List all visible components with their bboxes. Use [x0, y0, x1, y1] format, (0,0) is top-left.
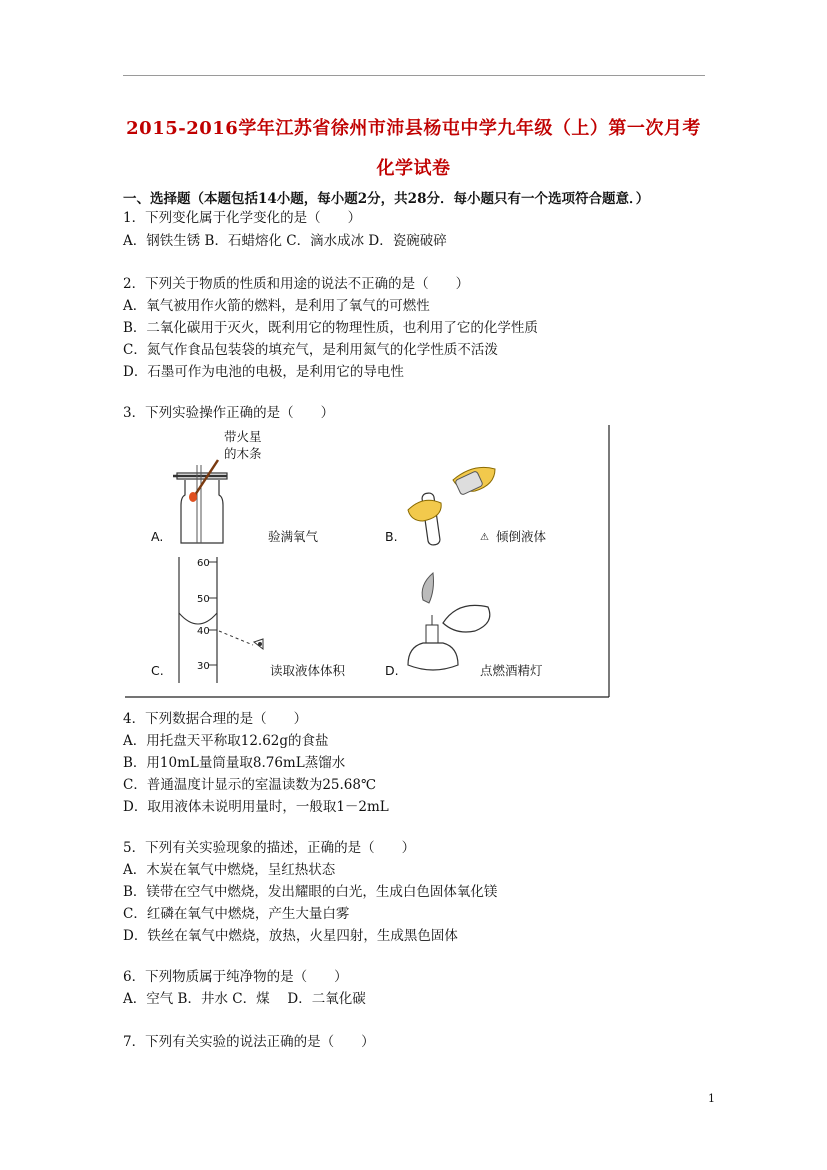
graduated-cylinder-illustration	[179, 557, 263, 683]
question-5-option-d: D．铁丝在氧气中燃烧，放热，火星四射，生成黑色固体	[123, 928, 458, 944]
question-3-stem: 3．下列实验操作正确的是（ ）	[123, 405, 335, 421]
option-c-letter: C.	[151, 663, 164, 678]
question-4-option-a: A．用托盘天平称取12.62g的食盐	[123, 733, 329, 749]
option-d-letter: D.	[385, 663, 399, 678]
splint-note-line-1: 带火星	[224, 429, 262, 444]
question-7-stem: 7．下列有关实验的说法正确的是（ ）	[123, 1034, 375, 1050]
question-1-options: A．钢铁生锈 B．石蜡熔化 C．滴水成冰 D．瓷碗破碎	[123, 233, 447, 249]
option-d-label: 点燃酒精灯	[480, 663, 543, 678]
question-4-option-c: C．普通温度计显示的室温读数为25.68℃	[123, 777, 377, 793]
question-3-figure	[123, 425, 611, 698]
question-5-option-a: A．木炭在氧气中燃烧，呈红热状态	[123, 862, 336, 878]
page-title-line-1: 2015-2016学年江苏省徐州市沛县杨屯中学九年级（上）第一次月考	[126, 118, 701, 139]
cylinder-tick-50: 50	[197, 594, 210, 605]
question-1-stem: 1．下列变化属于化学变化的是（ ）	[123, 210, 362, 226]
alcohol-lamp-illustration	[408, 573, 490, 670]
question-2-option-c: C．氮气作食品包装袋的填充气，是利用氮气的化学性质不活泼	[123, 342, 498, 358]
warning-icon: ⚠	[480, 532, 489, 543]
option-b-label: 倾倒液体	[496, 529, 547, 544]
option-a-label: 验满氧气	[268, 529, 319, 544]
gas-bottle-illustration	[173, 460, 227, 543]
question-2-option-a: A．氧气被用作火箭的燃料，是利用了氧气的可燃性	[123, 298, 430, 314]
option-b-letter: B.	[385, 529, 398, 544]
option-c-label: 读取液体体积	[270, 663, 346, 678]
cylinder-tick-60: 60	[197, 558, 210, 569]
question-6-options: A．空气 B．井水 C．煤 D．二氧化碳	[123, 991, 366, 1007]
header-rule	[123, 75, 705, 76]
question-5-option-c: C．红磷在氧气中燃烧，产生大量白雾	[123, 906, 350, 922]
question-2-stem: 2．下列关于物质的性质和用途的说法不正确的是（ ）	[123, 276, 470, 292]
question-6-stem: 6．下列物质属于纯净物的是（ ）	[123, 969, 348, 985]
cylinder-tick-30: 30	[197, 661, 210, 672]
option-a-letter: A.	[151, 529, 164, 544]
page-title-line-2: 化学试卷	[376, 158, 451, 179]
splint-note-line-2: 的木条	[224, 446, 262, 461]
cylinder-tick-40: 40	[197, 626, 210, 637]
page-number: 1	[708, 1092, 715, 1105]
question-4-stem: 4．下列数据合理的是（ ）	[123, 711, 308, 727]
section-heading: 一、选择题（本题包括14小题，每小题2分，共28分．每小题只有一个选项符合题意．）	[123, 191, 650, 207]
question-4-option-b: B．用10mL量筒量取8.76mL蒸馏水	[123, 755, 346, 771]
question-4-option-d: D．取用液体未说明用量时，一般取1－2mL	[123, 799, 389, 815]
question-2-option-b: B．二氧化碳用于灭火，既利用它的物理性质，也利用了它的化学性质	[123, 320, 538, 336]
question-2-option-d: D．石墨可作为电池的电极，是利用它的导电性	[123, 364, 404, 380]
question-5-option-b: B．镁带在空气中燃烧，发出耀眼的白光，生成白色固体氧化镁	[123, 884, 498, 900]
question-5-stem: 5．下列有关实验现象的描述，正确的是（ ）	[123, 840, 416, 856]
